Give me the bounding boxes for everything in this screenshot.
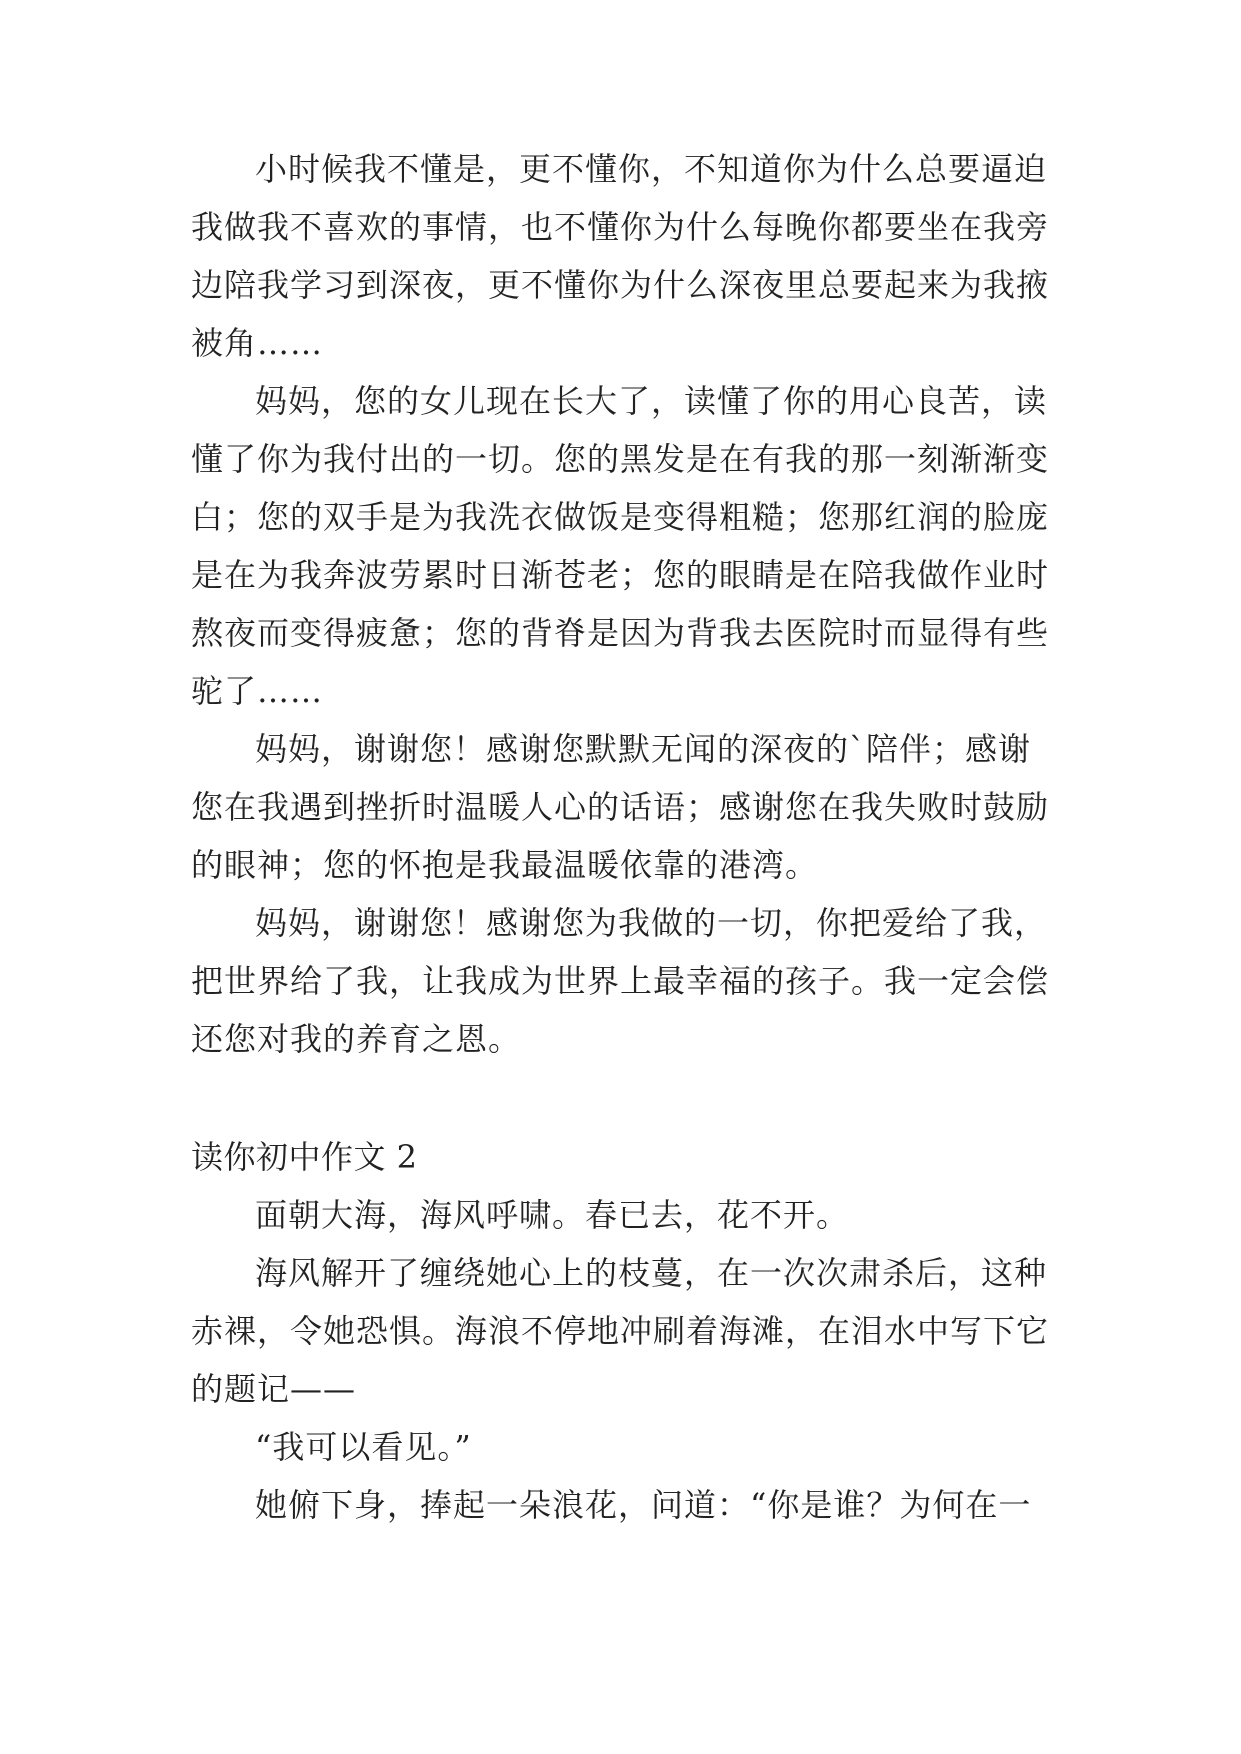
paragraph-line: 的眼神；您的怀抱是我最温暖依靠的港湾。 bbox=[191, 846, 819, 884]
essay-title: 读你初中作文 2 bbox=[191, 1138, 418, 1176]
paragraph-line: 边陪我学习到深夜，更不懂你为什么深夜里总要起来为我掖 bbox=[191, 266, 1050, 304]
paragraph-line: 她俯下身，捧起一朵浪花，问道：“你是谁？为何在一 bbox=[255, 1486, 1032, 1524]
paragraph-line: 懂了你为我付出的一切。您的黑发是在有我的那一刻渐渐变 bbox=[191, 440, 1050, 478]
paragraph-line: 驼了…… bbox=[191, 672, 324, 710]
paragraph-line: 把世界给了我，让我成为世界上最幸福的孩子。我一定会偿 bbox=[191, 962, 1050, 1000]
paragraph-line: 海风解开了缠绕她心上的枝蔓，在一次次肃杀后，这种 bbox=[255, 1254, 1048, 1292]
paragraph-line: 小时候我不懂是，更不懂你，不知道你为什么总要逼迫 bbox=[255, 150, 1048, 188]
paragraph-line: 被角…… bbox=[191, 324, 324, 362]
paragraph-line: 妈妈，谢谢您！感谢您为我做的一切，你把爱给了我， bbox=[255, 904, 1048, 942]
paragraph-line: 的题记—— bbox=[191, 1370, 357, 1408]
paragraph-line: 面朝大海，海风呼啸。春已去，花不开。 bbox=[255, 1196, 850, 1234]
paragraph-line: 是在为我奔波劳累时日渐苍老；您的眼睛是在陪我做作业时 bbox=[191, 556, 1050, 594]
paragraph-line: 熬夜而变得疲惫；您的背脊是因为背我去医院时而显得有些 bbox=[191, 614, 1050, 652]
paragraph-line: 还您对我的养育之恩。 bbox=[191, 1020, 522, 1058]
paragraph-line: 您在我遇到挫折时温暖人心的话语；感谢您在我失败时鼓励 bbox=[191, 788, 1050, 826]
paragraph-line: “我可以看见。” bbox=[255, 1428, 472, 1466]
paragraph-line: 白；您的双手是为我洗衣做饭是变得粗糙；您那红润的脸庞 bbox=[191, 498, 1050, 536]
paragraph-line: 我做我不喜欢的事情，也不懂你为什么每晚你都要坐在我旁 bbox=[191, 208, 1050, 246]
paragraph-line: 赤裸，令她恐惧。海浪不停地冲刷着海滩，在泪水中写下它 bbox=[191, 1312, 1050, 1350]
paragraph-line: 妈妈，谢谢您！感谢您默默无闻的深夜的`陪伴；感谢 bbox=[255, 730, 1032, 768]
paragraph-line: 妈妈，您的女儿现在长大了，读懂了你的用心良苦，读 bbox=[255, 382, 1048, 420]
